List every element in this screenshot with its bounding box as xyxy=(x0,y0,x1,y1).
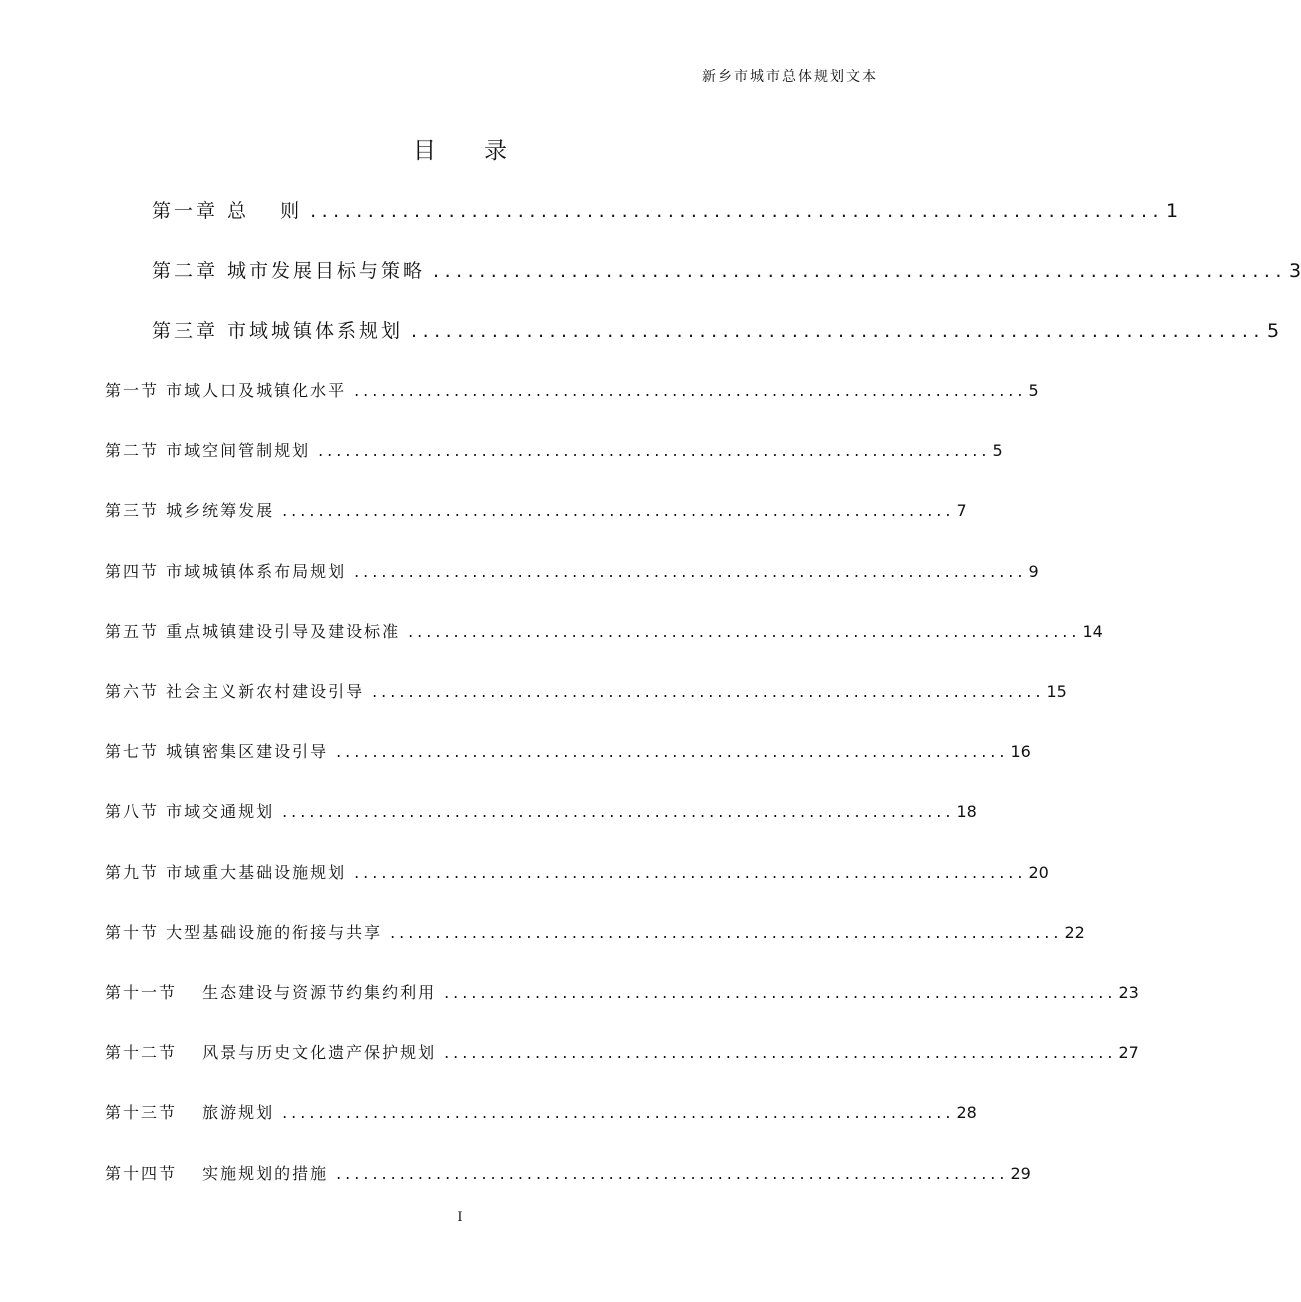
toc-entry-label: 第十四节 实施规划的措施 xyxy=(105,1164,329,1183)
toc-entry-page: 1 xyxy=(1166,200,1179,222)
dot-leader: .......................................................................... xyxy=(282,501,955,520)
dot-leader: .......................................................................... xyxy=(411,320,1265,342)
toc-entry-label: 第二节 市域空间管制规划 xyxy=(105,441,311,460)
dot-leader: .......................................................................... xyxy=(310,200,1165,222)
toc-entry-label: 第一章 总 则 xyxy=(152,200,303,222)
toc-section-14[interactable] xyxy=(105,1161,1031,1184)
toc-chapter-1[interactable] xyxy=(152,196,1179,223)
toc-entry-page: 14 xyxy=(1082,622,1103,641)
toc-section-5[interactable] xyxy=(105,619,1103,642)
dot-leader: .......................................................................... xyxy=(282,802,955,821)
toc-entry-page: 23 xyxy=(1118,983,1139,1002)
toc-entry-label: 第十二节 风景与历史文化遗产保护规划 xyxy=(105,1043,437,1062)
toc-entry-page: 7 xyxy=(956,501,967,520)
document-header-title: 新乡市城市总体规划文本 xyxy=(702,69,878,85)
toc-section-8[interactable] xyxy=(105,799,977,822)
toc-entry-label: 第十节 大型基础设施的衔接与共享 xyxy=(105,923,383,942)
toc-entry-label: 第一节 市域人口及城镇化水平 xyxy=(105,381,347,400)
dot-leader: .......................................................................... xyxy=(372,682,1045,701)
dot-leader: .......................................................................... xyxy=(336,1164,1009,1183)
toc-chapter-3[interactable] xyxy=(152,316,1280,343)
toc-section-10[interactable] xyxy=(105,920,1085,943)
dot-leader: .......................................................................... xyxy=(336,742,1009,761)
toc-entry-label: 第十一节 生态建设与资源节约集约利用 xyxy=(105,983,437,1002)
toc-entry-page: 5 xyxy=(992,441,1003,460)
toc-entry-page: 16 xyxy=(1010,742,1031,761)
toc-entry-label: 第四节 市域城镇体系布局规划 xyxy=(105,562,347,581)
toc-section-11[interactable] xyxy=(105,980,1139,1003)
toc-entry-label: 第三节 城乡统筹发展 xyxy=(105,501,275,520)
dot-leader: .......................................................................... xyxy=(390,923,1063,942)
toc-title-char-1: 目 xyxy=(413,138,436,164)
toc-entry-label: 第五节 重点城镇建设引导及建设标准 xyxy=(105,622,401,641)
dot-leader: .......................................................................... xyxy=(282,1103,955,1122)
toc-entry-page: 29 xyxy=(1010,1164,1031,1183)
toc-entry-page: 15 xyxy=(1046,682,1067,701)
toc-entry-page: 27 xyxy=(1118,1043,1139,1062)
toc-section-13[interactable] xyxy=(105,1100,977,1123)
toc-section-12[interactable] xyxy=(105,1040,1139,1063)
toc-entry-page: 9 xyxy=(1028,562,1039,581)
dot-leader: .......................................................................... xyxy=(354,863,1027,882)
toc-title xyxy=(0,132,920,165)
toc-section-1[interactable] xyxy=(105,378,1039,401)
toc-section-7[interactable] xyxy=(105,739,1031,762)
page-number: I xyxy=(457,1210,463,1225)
toc-entry-page: 22 xyxy=(1064,923,1085,942)
toc-entry-page: 3 xyxy=(1288,260,1301,282)
toc-entry-label: 第二章 城市发展目标与策略 xyxy=(152,260,426,282)
toc-entry-label: 第九节 市域重大基础设施规划 xyxy=(105,863,347,882)
toc-entry-page: 5 xyxy=(1028,381,1039,400)
toc-entry-label: 第八节 市域交通规划 xyxy=(105,802,275,821)
dot-leader: .......................................................................... xyxy=(408,622,1081,641)
toc-section-4[interactable] xyxy=(105,559,1039,582)
dot-leader: .......................................................................... xyxy=(354,381,1027,400)
toc-section-6[interactable] xyxy=(105,679,1067,702)
toc-entry-label: 第六节 社会主义新农村建设引导 xyxy=(105,682,365,701)
dot-leader: .......................................................................... xyxy=(433,260,1287,282)
toc-entry-page: 20 xyxy=(1028,863,1049,882)
dot-leader: .......................................................................... xyxy=(354,562,1027,581)
toc-section-9[interactable] xyxy=(105,860,1049,883)
toc-entry-page: 18 xyxy=(956,802,977,821)
toc-entry-label: 第三章 市域城镇体系规划 xyxy=(152,320,404,342)
dot-leader: .......................................................................... xyxy=(444,1043,1117,1062)
toc-entry-page: 5 xyxy=(1266,320,1280,342)
toc-section-2[interactable] xyxy=(105,438,1003,461)
toc-entry-label: 第七节 城镇密集区建设引导 xyxy=(105,742,329,761)
toc-title-char-2: 录 xyxy=(484,138,507,164)
toc-chapter-2[interactable] xyxy=(152,256,1301,283)
dot-leader: .......................................................................... xyxy=(444,983,1117,1002)
toc-entry-page: 28 xyxy=(956,1103,977,1122)
toc-entry-label: 第十三节 旅游规划 xyxy=(105,1103,275,1122)
dot-leader: .......................................................................... xyxy=(318,441,991,460)
toc-section-3[interactable] xyxy=(105,498,967,521)
